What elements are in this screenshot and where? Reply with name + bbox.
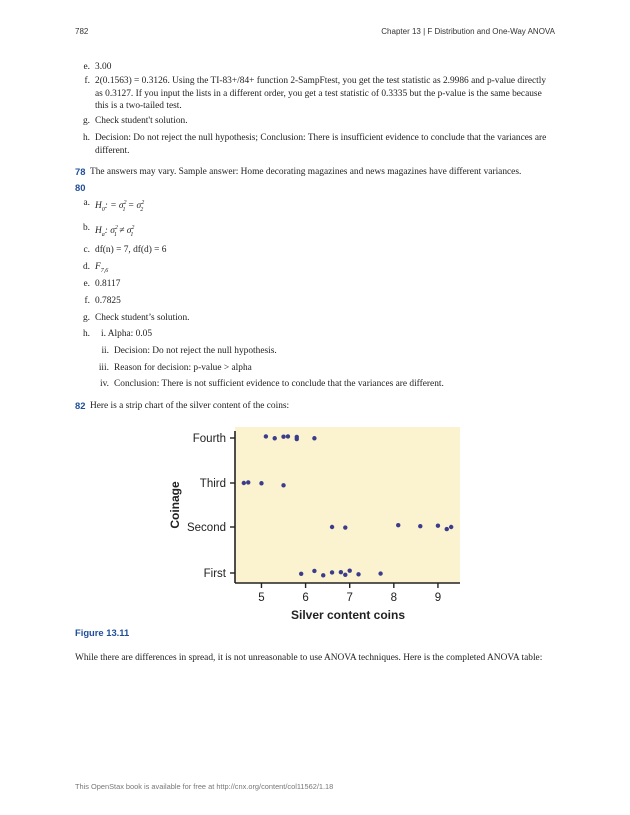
x-tick-label: 5 (258, 592, 265, 604)
chapter-title: Chapter 13 | F Distribution and One-Way ANOVA (381, 27, 555, 36)
question-number: 80 (75, 182, 86, 193)
footer-text: This OpenStax book is available for free at http://cnx.org/content/col11562/1.18 (75, 782, 334, 791)
data-point (449, 525, 453, 529)
data-point (330, 570, 334, 574)
item-label: ii. (101, 346, 109, 356)
item-label: h. (82, 133, 90, 143)
math-f-distribution: $F_{7,6}$ (95, 262, 109, 274)
data-point (273, 436, 277, 440)
y-tick-label: Third (199, 478, 226, 490)
data-point (299, 572, 303, 576)
page-number: 782 (75, 27, 89, 36)
data-point (312, 436, 316, 440)
data-point (339, 570, 343, 574)
item-label: b. (82, 223, 90, 233)
x-tick-label: 8 (390, 592, 398, 604)
x-tick-label: 9 (434, 592, 442, 604)
data-point (259, 481, 263, 485)
data-point (242, 481, 246, 485)
item-text: Check student't solution. (95, 116, 188, 126)
data-point (246, 480, 250, 484)
item-text: i. Alpha: 0.05 (101, 329, 153, 339)
item-label: iv. (99, 379, 109, 389)
item-label: e. (83, 62, 90, 72)
y-tick-label: First (203, 568, 226, 580)
y-tick-label: Second (186, 522, 226, 534)
item-label: c. (83, 245, 90, 255)
x-axis-title: Silver content coins (290, 608, 406, 622)
answer-text: Here is a strip chart of the silver content of the coins: (90, 401, 290, 411)
data-point (330, 525, 334, 529)
data-point (436, 524, 440, 528)
data-point (348, 568, 352, 572)
x-tick-label: 7 (346, 592, 353, 604)
item-label: d. (82, 262, 90, 272)
item-text: 0.7825 (95, 296, 121, 306)
data-point (396, 523, 400, 527)
item-text: Check student’s solution. (95, 313, 190, 323)
y-axis-title: Coinage (168, 481, 182, 529)
item-text: Decision: Do not reject the null hypothesis. (114, 346, 277, 356)
data-point (281, 435, 285, 439)
item-text: Reason for decision: p-value > alpha (114, 363, 252, 373)
data-point (312, 569, 316, 573)
data-point (445, 527, 449, 531)
data-point (343, 573, 347, 577)
question-number: 82 (75, 400, 86, 411)
answer-text: The answers may vary. Sample answer: Home decorating magazines and news magazines have different variances. (90, 167, 522, 177)
item-text: 0.8117 (95, 279, 121, 289)
data-point (321, 573, 325, 577)
item-label: iii. (98, 363, 109, 373)
plot-background (235, 427, 460, 583)
item-label: g. (82, 116, 90, 126)
math-hypothesis-alt: $H_a$: $\sigma^2_1 \ne \sigma^2_1$ (95, 225, 135, 238)
question-number: 78 (75, 166, 86, 177)
item-label: h. (82, 329, 90, 339)
data-point (286, 434, 290, 438)
item-text: Decision: Do not reject the null hypothesis; Conclusion: There is insufficient evidence to conclude that the variances are different. (95, 133, 547, 156)
item-text: df(n) = 7, df(d) = 6 (95, 245, 167, 255)
data-point (418, 524, 422, 528)
item-label: e. (83, 279, 90, 289)
figure-caption: Figure 13.11 (75, 627, 130, 638)
data-point (295, 435, 299, 439)
data-point (356, 572, 360, 576)
x-tick-label: 6 (302, 592, 309, 604)
item-label: f. (84, 76, 90, 86)
item-text: Conclusion: There is not sufficient evidence to conclude that the variances are different. (114, 379, 444, 389)
data-point (264, 434, 268, 438)
item-label: a. (83, 198, 90, 208)
item-label: f. (84, 296, 90, 306)
data-point (378, 571, 382, 575)
data-point (281, 483, 285, 487)
data-point (343, 525, 347, 529)
data-point (295, 437, 299, 441)
item-text: 2(0.1563) = 0.3126. Using the TI-83+/84+ function 2-SampFtest, you get the test statistic as 2.9986 and p-value directly as 0.3127. If you input the lists in a different order, you get a test statistic of 0.3335 but the p-value is the same because this is a two-tailed test. (95, 76, 547, 112)
item-text: 3.00 (95, 62, 112, 72)
y-tick-label: Fourth (192, 433, 226, 445)
math-hypothesis-null: $H_0$: = $\sigma^2_1 = \sigma^2_2$ (95, 200, 145, 213)
item-label: g. (82, 313, 90, 323)
closing-paragraph: While there are differences in spread, it is not unreasonable to use ANOVA techniques. Here is the completed ANOVA table: (75, 653, 543, 663)
